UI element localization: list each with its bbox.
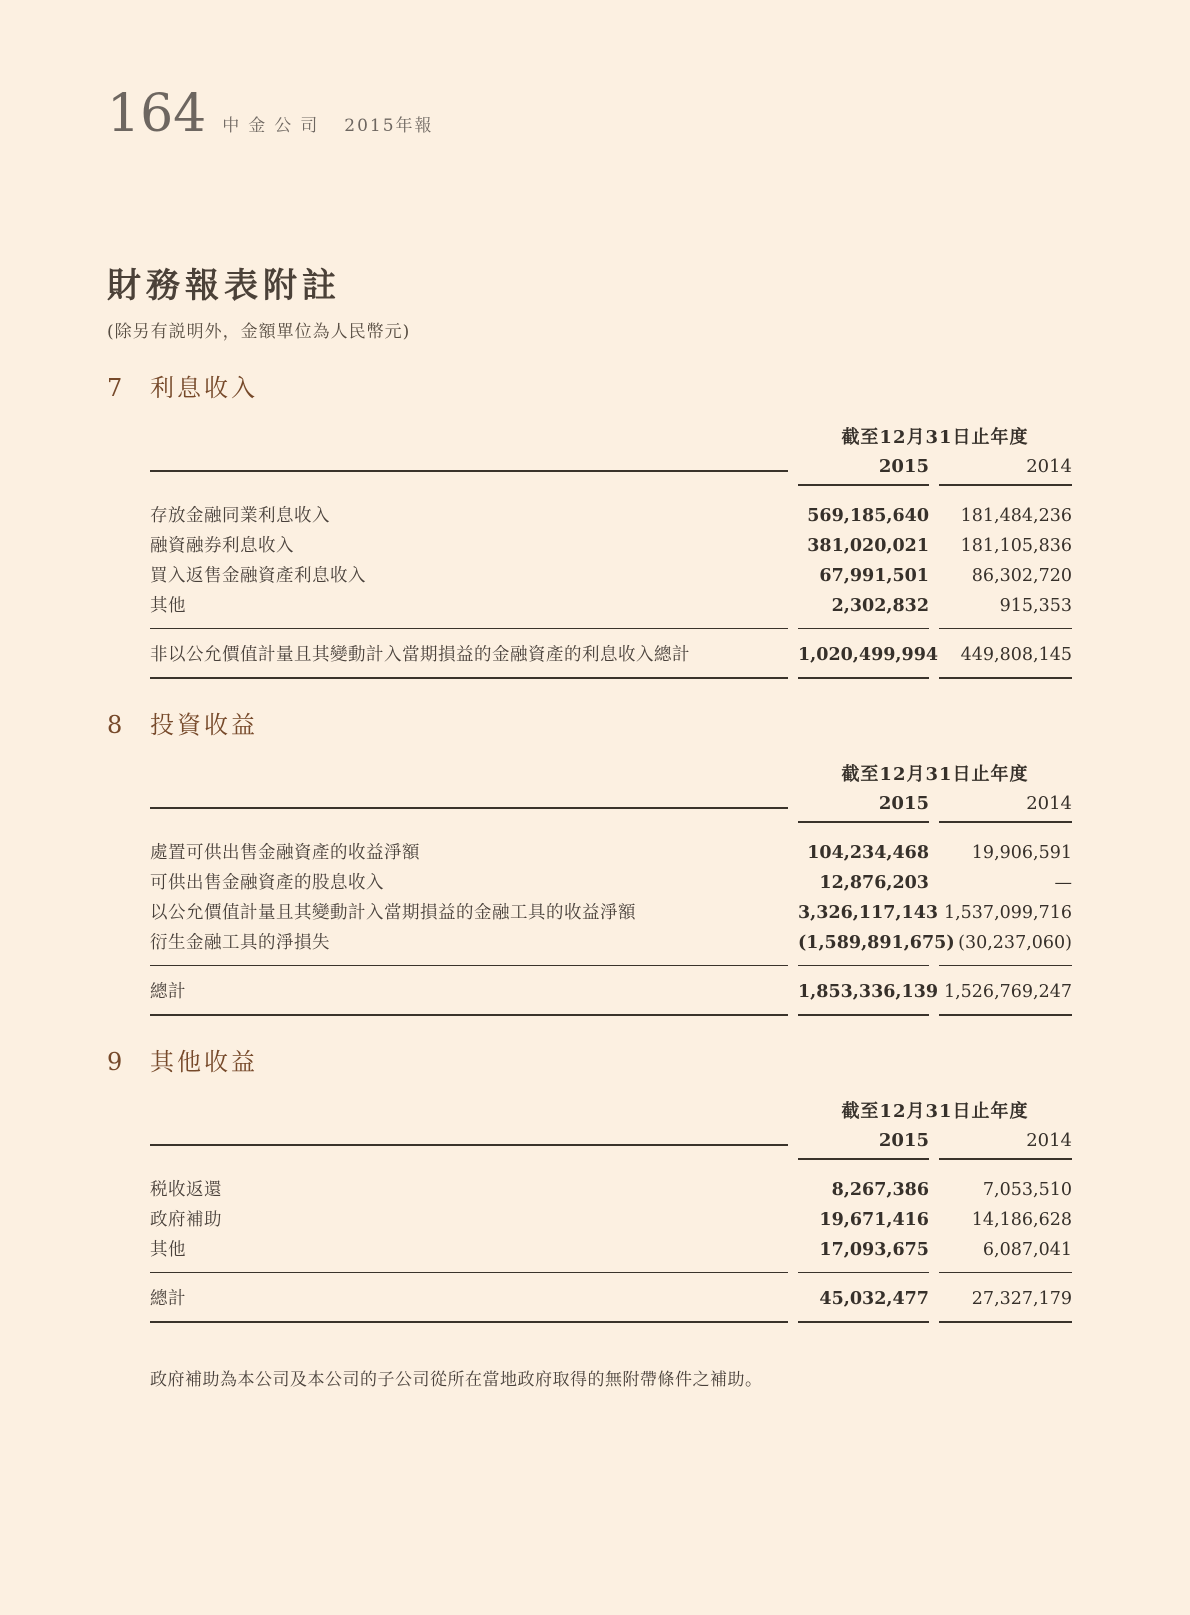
section-other-income — [107, 1042, 1190, 1323]
row-value-2015: 17,093,675 — [798, 1235, 929, 1273]
row-label: 其他 — [150, 1235, 788, 1273]
total-row — [150, 1273, 1072, 1323]
row-label: 處置可供出售金融資產的收益淨額 — [150, 843, 420, 863]
row-value-2014: 14,186,628 — [971, 1210, 1072, 1230]
section-interest-income — [107, 368, 1190, 679]
row-value-2014: — — [1054, 873, 1072, 893]
interest-income-table — [150, 423, 1072, 679]
section-number: 8 — [107, 711, 123, 739]
column-header-2014: 2014 — [939, 456, 1072, 486]
table-row — [150, 868, 1072, 898]
column-header-2015: 2015 — [798, 793, 929, 823]
row-value-2015: 67,991,501 — [819, 566, 929, 586]
section-heading — [107, 1042, 1190, 1077]
row-label: 存放金融同業利息收入 — [150, 506, 330, 526]
table-row — [150, 1205, 1072, 1235]
total-value-2014: 27,327,179 — [939, 1273, 1072, 1323]
row-value-2014: 181,484,236 — [960, 506, 1072, 526]
section-title: 其他收益 — [150, 1048, 258, 1076]
section-heading — [107, 705, 1190, 740]
total-value-2015: 45,032,477 — [798, 1273, 929, 1323]
total-row — [150, 629, 1072, 679]
row-value-2014: 181,105,836 — [960, 536, 1072, 556]
total-value-2014: 1,526,769,247 — [939, 966, 1072, 1016]
row-label: 税收返還 — [150, 1180, 222, 1200]
row-label: 政府補助 — [150, 1210, 222, 1230]
row-label: 融資融券利息收入 — [150, 536, 294, 556]
table-row — [150, 838, 1072, 868]
table-row — [150, 501, 1072, 531]
column-header-2014: 2014 — [939, 793, 1072, 823]
period-header: 截至12月31日止年度 — [841, 427, 1029, 448]
company-name: 中金公司 — [222, 116, 327, 136]
document-subtitle: (除另有説明外，金額單位為人民幣元) — [107, 322, 411, 342]
row-label: 衍生金融工具的淨損失 — [150, 928, 788, 966]
section-title: 利息收入 — [150, 374, 258, 402]
table-row — [150, 591, 1072, 629]
row-value-2015: 104,234,468 — [807, 843, 929, 863]
row-value-2014: 1,537,099,716 — [943, 903, 1072, 923]
period-header: 截至12月31日止年度 — [841, 764, 1029, 785]
row-value-2015: 19,671,416 — [819, 1210, 929, 1230]
period-header: 截至12月31日止年度 — [841, 1101, 1029, 1122]
row-value-2014: 915,353 — [939, 591, 1072, 629]
table-row — [150, 561, 1072, 591]
row-value-2014: 6,087,041 — [939, 1235, 1072, 1273]
column-header-2015: 2015 — [798, 1130, 929, 1160]
total-label: 總計 — [150, 1273, 788, 1323]
row-value-2014: (30,237,060) — [939, 928, 1072, 966]
row-value-2015: 2,302,832 — [798, 591, 929, 629]
row-value-2014: 86,302,720 — [971, 566, 1072, 586]
row-value-2015: 381,020,021 — [807, 536, 929, 556]
other-income-table — [150, 1097, 1072, 1323]
total-value-2015: 1,020,499,994 — [798, 629, 929, 679]
report-year: 2015年報 — [344, 116, 434, 136]
column-header-2014: 2014 — [939, 1130, 1072, 1160]
section-heading — [107, 368, 1190, 403]
page-number: 164 — [107, 84, 207, 144]
total-row — [150, 966, 1072, 1016]
section-number: 7 — [107, 374, 123, 402]
row-value-2015: (1,589,891,675) — [798, 928, 929, 966]
table-row — [150, 1175, 1072, 1205]
row-value-2015: 12,876,203 — [819, 873, 929, 893]
section-investment-income — [107, 705, 1190, 1016]
total-value-2015: 1,853,336,139 — [798, 966, 929, 1016]
table-row — [150, 531, 1072, 561]
row-label: 其他 — [150, 591, 788, 629]
document-title: 財務報表附註 — [107, 266, 341, 306]
row-label: 可供出售金融資產的股息收入 — [150, 873, 384, 893]
total-label: 總計 — [150, 966, 788, 1016]
table-row — [150, 928, 1072, 966]
page-header — [0, 0, 1190, 144]
row-value-2015: 569,185,640 — [807, 506, 929, 526]
row-value-2015: 8,267,386 — [831, 1180, 929, 1200]
total-value-2014: 449,808,145 — [939, 629, 1072, 679]
total-label: 非以公允價值計量且其變動計入當期損益的金融資產的利息收入總計 — [150, 629, 788, 679]
table-row — [150, 1235, 1072, 1273]
row-value-2015: 3,326,117,143 — [798, 903, 939, 923]
table-row — [150, 898, 1072, 928]
row-label: 以公允價值計量且其變動計入當期損益的金融工具的收益淨額 — [150, 903, 636, 923]
column-header-2015: 2015 — [798, 456, 929, 486]
section-number: 9 — [107, 1048, 123, 1076]
investment-income-table — [150, 760, 1072, 1016]
row-value-2014: 19,906,591 — [971, 843, 1072, 863]
row-value-2014: 7,053,510 — [982, 1180, 1072, 1200]
government-grant-footnote: 政府補助為本公司及本公司的子公司從所在當地政府取得的無附帶條件之補助。 — [150, 1370, 763, 1390]
section-title: 投資收益 — [150, 711, 258, 739]
row-label: 買入返售金融資產利息收入 — [150, 566, 366, 586]
